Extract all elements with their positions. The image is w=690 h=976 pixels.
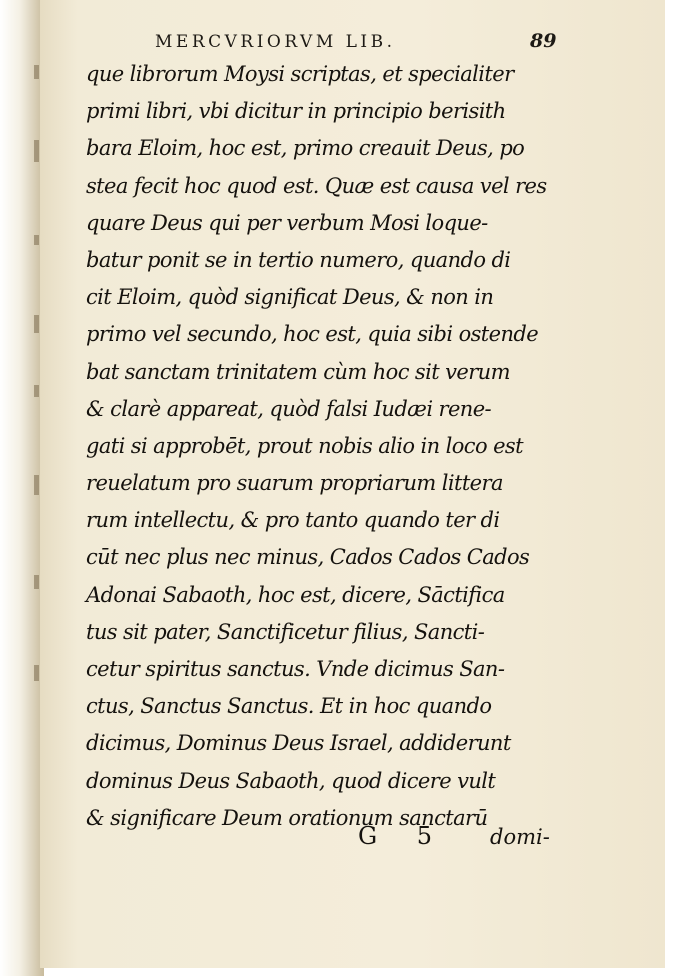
text-line: & significare Deum orationum sanctarū [86,805,488,830]
text-line: dominus Deus Sabaoth, quod dicere vult [86,768,496,793]
page-footer [0,822,690,862]
text-line: ctus, Sanctus Sanctus. Et in hoc quando [86,694,492,719]
text-line: tus sit pater, Sanctificetur filius, Sancti- [86,619,485,644]
text-line: cetur spiritus sanctus. Vnde dicimus San- [86,657,505,681]
text-line: cūt nec plus nec minus, Cados Cados Cados [86,545,530,570]
previous-pages-edge [34,55,44,755]
body-text [86,56,566,837]
page-number: 89 [530,30,557,52]
text-line: que librorum Moysi scriptas, et specialiter [86,62,514,86]
text-line: primi libri, vbi dicitur in principio berisith [86,99,506,124]
text-line: batur ponit se in tertio numero, quando di [86,247,511,272]
text-line: bara Eloim, hoc est, primo creauit Deus, po [86,136,525,161]
text-line: Adonai Sabaoth, hoc est, dicere, Sāctifica [86,582,505,607]
text-line: primo vel secundo, hoc est, quia sibi ostende [86,322,539,347]
text-line: bat sanctam trinitatem cùm hoc sit verum [86,359,510,384]
signature-mark: G 5 [358,822,449,850]
text-line: rum intellectu, & pro tanto quando ter di [86,508,500,533]
running-head: MERCVRIORVM LIB. [155,32,396,52]
text-line: reuelatum pro suarum propriarum littera [86,471,503,496]
text-line: stea fecit hoc quod est. Quæ est causa vel res [86,173,547,198]
text-line: cit Eloim, quòd significat Deus, & non in [86,285,494,310]
text-line: & clarè appareat, quòd falsi Iudæi rene- [86,396,492,421]
catchword: domi- [490,825,550,849]
text-line: gati si approbēt, prout nobis alio in loco est [86,433,523,458]
text-line: dicimus, Dominus Deus Israel, addiderunt [86,731,511,756]
text-line: quare Deus qui per verbum Mosi loque- [86,210,488,235]
